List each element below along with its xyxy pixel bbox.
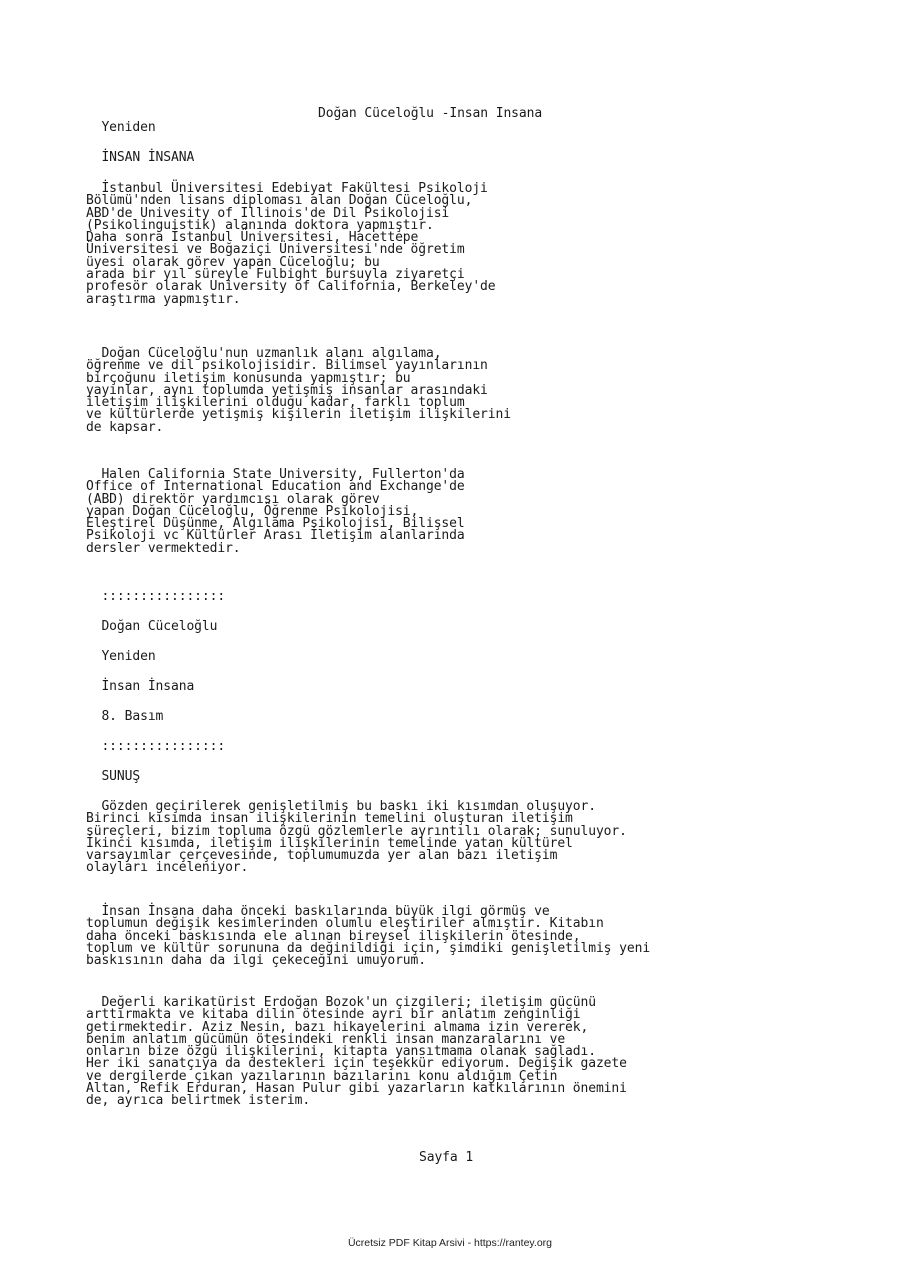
text-line: Yeniden: [86, 649, 156, 664]
text-line: varsayımlar çerçevesinde, toplumumuzda yer alan bazı iletişim: [86, 848, 558, 864]
text-line: olayları inceleniyor.: [86, 860, 249, 876]
text-line: SUNUŞ: [86, 769, 141, 784]
text-line: de kapsar.: [86, 419, 164, 435]
text-line: Doğan Cüceloğlu: [86, 619, 218, 634]
paragraph: [86, 621, 217, 633]
paragraph: [86, 469, 465, 555]
text-line: İNSAN İNSANA: [86, 150, 195, 165]
text-line: Birinci kısımda insan ilişkilerinin temelini oluşturan iletişim: [86, 811, 573, 827]
text-line: yayınlar, aynı toplumda yetişmiş insanlar arasındaki: [86, 382, 488, 398]
paragraph: [86, 997, 627, 1108]
paragraph: [86, 711, 163, 723]
text-line: Doğan Cüceloğlu'nun uzmanlık alanı algılama,: [86, 346, 442, 361]
text-line: araştırma yapmıştır.: [86, 291, 241, 307]
paragraph: [86, 801, 627, 875]
text-line: Psikoloji vc Kültürler Arası İletişim alanlarında: [86, 528, 465, 544]
page-header-title: Doğan Cüceloğlu -Insan Insana: [318, 106, 543, 121]
text-line: ve dergilerde çıkan yazılarının bazılarını konu aldığım Çetin: [86, 1068, 558, 1084]
text-line: dersler vermektedir.: [86, 540, 241, 556]
paragraph: [86, 771, 140, 783]
text-line: Office of International Education and Exchange'de: [86, 479, 465, 495]
text-line: üyesi olarak görev yapan Cüceloğlu; bu: [86, 254, 380, 270]
text-line: toplum ve kültür sorununa da değinildiği için, şimdiki genişletilmiş yeni: [86, 940, 651, 956]
text-line: Üniversitesi ve Boğaziçi Üniversitesi'nde öğretim: [86, 242, 465, 258]
paragraph: [86, 681, 194, 693]
text-line: baskısının daha da ilgi çekeceğini umuyorum.: [86, 953, 426, 969]
text-line: İnsan İnsana: [86, 679, 195, 694]
text-line: toplumun değişik kesimlerinden olumlu eleştiriler almıştır. Kitabın: [86, 916, 604, 932]
text-line: Değerli karikatürist Erdoğan Bozok'un çizgileri; iletişim gücünü: [86, 995, 596, 1010]
text-line: ::::::::::::::::: [86, 739, 226, 754]
text-line: onların bize özgü ilişkilerini, kitapta yansıtmama olanak sağladı.: [86, 1044, 596, 1060]
text-line: Halen California State University, Fullerton'da: [86, 467, 465, 482]
text-line: benim anlatım gücümün ötesindeki renkli insan manzaralarını ve: [86, 1031, 566, 1047]
paragraph: [86, 591, 225, 603]
text-line: Altan, Refik Erduran, Hasan Pulur gibi yazarların katkılarının önemini: [86, 1081, 627, 1097]
text-line: yapan Doğan Cüceloğlu, Öğrenme Psikolojisi,: [86, 503, 419, 519]
text-line: daha önceki baskısında ele alınan bireysel ilişkilerin ötesinde,: [86, 928, 581, 944]
page-number: Sayfa 1: [419, 1150, 474, 1165]
text-line: ABD'de Univesity of Illinois'de Dil Psikolojisi: [86, 205, 450, 221]
text-line: 8. Basım: [86, 709, 164, 724]
text-line: (ABD) direktör yardımcısı olarak görev: [86, 491, 380, 507]
text-line: de, ayrıca belirtmek isterim.: [86, 1093, 311, 1109]
text-line: öğrenme ve dil psikolojisidir. Bilimsel yayınlarının: [86, 358, 488, 374]
text-line: arada bir yıl süreyle Fulbight bursuyla ziyaretçi: [86, 267, 465, 283]
text-line: İstanbul Üniversitesi Edebiyat Fakültesi Psikoloji: [86, 181, 488, 196]
text-line: ::::::::::::::::: [86, 589, 226, 604]
paragraph: [86, 348, 511, 434]
text-line: birçoğunu iletişim konusunda yapmıştır; bu: [86, 370, 411, 386]
text-line: İnsan İnsana daha önceki baskılarında büyük ilgi görmüş ve: [86, 904, 550, 919]
text-line: Gözden geçirilerek genişletilmiş bu baskı iki kısımdan oluşuyor.: [86, 799, 596, 814]
paragraph: [86, 122, 156, 134]
paragraph: [86, 651, 156, 663]
text-line: profesör olarak University of California, Berkeley'de: [86, 279, 496, 295]
text-line: Her iki sanatçıya da destekleri için teşekkür ediyorum. Değişik gazete: [86, 1056, 627, 1072]
text-line: Yeniden: [86, 120, 156, 135]
text-line: getirmektedir. Aziz Nesin, bazı hikayelerini almama izin vererek,: [86, 1019, 589, 1035]
text-line: iletişim ilişkilerini olduğu kadar, farklı toplum: [86, 395, 465, 411]
text-line: arttırmakta ve kitaba dilin ötesinde ayrı bir anlatım zenginliği: [86, 1007, 581, 1023]
paragraph: [86, 183, 496, 306]
text-line: İkinci kısımda, iletişim ilişkilerinin temelinde yatan kültürel: [86, 835, 573, 851]
paragraph: [86, 152, 194, 164]
text-line: (Psikolinguistik) alanında doktora yapmıştır.: [86, 217, 434, 233]
text-line: Bölümü'nden lisans diploması alan Doğan Cüceloğlu,: [86, 193, 473, 209]
footer-text: Ücretsiz PDF Kitap Arsivi - https://rantey.org: [347, 1237, 553, 1249]
paragraph: [86, 906, 650, 967]
text-line: Eleştirel Düşünme, Algılama Psikolojisi, Bilişsel: [86, 516, 465, 532]
text-line: süreçleri, bizim topluma özgü gözlemlerle ayrıntılı olarak; sunuluyor.: [86, 823, 627, 839]
text-line: Daha sonra İstanbul Üniversitesi, Hacettepe: [86, 230, 419, 246]
paragraph: [86, 741, 225, 753]
text-line: ve kültürlerde yetişmiş kişilerin iletişim ilişkilerini: [86, 407, 511, 423]
